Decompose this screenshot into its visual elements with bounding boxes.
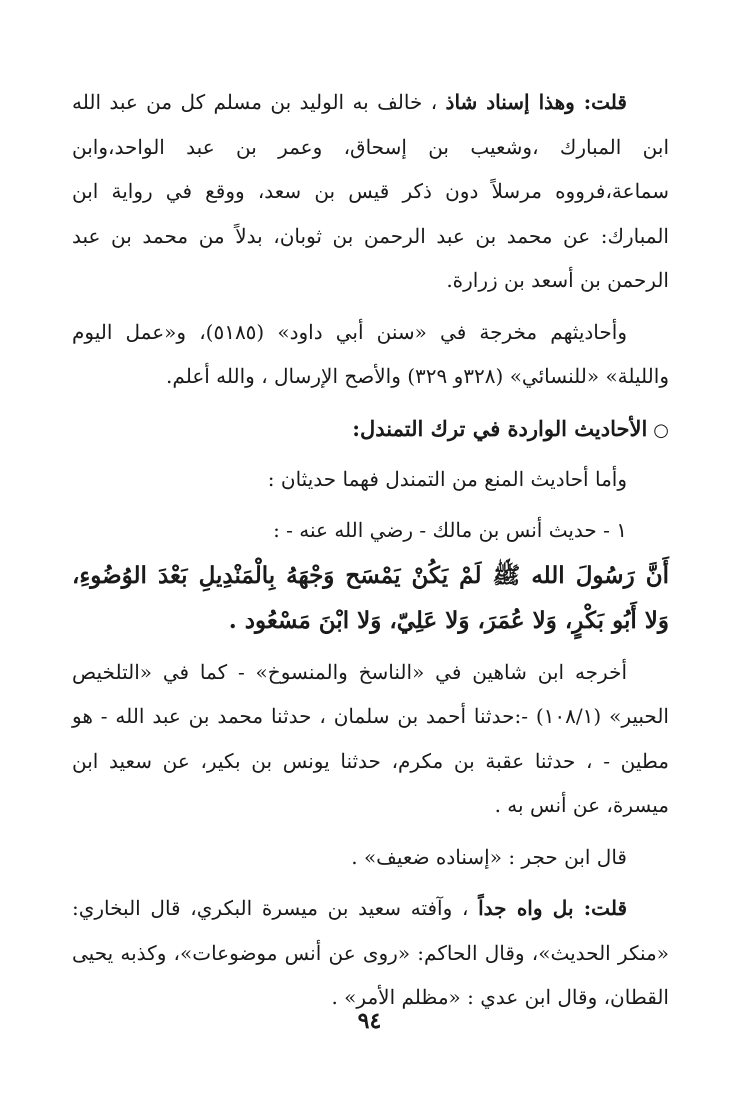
- page-number: ٩٤: [357, 1008, 382, 1034]
- paragraph-6: قال ابن حجر : «إسناده ضعيف» .: [351, 844, 627, 869]
- paragraph-1-lead: قلت: وهذا إسناد شاذ: [445, 90, 627, 114]
- paragraph-1: [72, 80, 669, 303]
- paragraph-4: ١ - حديث أنس بن مالك - رضي الله عنه - :: [273, 518, 627, 542]
- paragraph-7-body: ، وآفته سعيد بن ميسرة البكري، قال البخاري: «منكر الحديث»، وقال الحاكم: «روى عن أنس موضوعات»، وكذبه يحيى القطان، وقال ابن عدي : «مظلم الأمر» .: [72, 896, 669, 1009]
- paragraph-2: وأحاديثهم مخرجة في «سنن أبي داود» (٥١٨٥)، و«عمل اليوم والليلة» «للنسائي» (٣٢٨و ٣٢٩) والأصح الإرسال ، والله أعلم.: [72, 319, 669, 388]
- paragraph-3: وأما أحاديث المنع من التمندل فهما حديثان :: [267, 466, 627, 491]
- paragraph-7: [72, 886, 669, 1020]
- heading-text: الأحاديث الواردة في ترك التمندل:: [352, 415, 648, 441]
- hadith-text: أَنَّ رَسُولَ الله ﷺ لَمْ يَكُنْ يَمْسَح وَجْهَهُ بِالْمَنْدِيلِ بَعْدَ الوُضُوءِ، وَلا أَبُو بَكْرٍ، وَلا عُمَرَ، وَلا عَلِيّ، وَلا ابْنَ مَسْعُود .: [72, 561, 669, 634]
- section-heading: [72, 407, 669, 453]
- paragraph-7-lead: قلت: بل واه جداً: [478, 896, 628, 920]
- heading-circle-icon: ○: [653, 419, 669, 441]
- paragraph-5: أخرجه ابن شاهين في «الناسخ والمنسوخ» - كما في «التلخيص الحبير» (١٠٨/١) -:حدثنا أحمد بن سلمان ، حدثنا محمد بن عبد الله - هو مطين - ، حدثنا عقبة بن مكرم، حدثنا يونس بن بكير، عن سعيد ابن ميسرة، عن أنس به .: [72, 659, 669, 817]
- paragraph-1-body: ، خالف به الوليد بن مسلم كل من عبد الله ابن المبارك ،وشعيب بن إسحاق، وعمر بن عبد الواحد،وابن سماعة،فرووه مرسلاً دون ذكر قيس بن سعد، ووقع في رواية ابن المبارك: عن محمد بن عبد الرحمن بن ثوبان، بدلاً من محمد بن عبد الرحمن بن أسعد بن زرارة.: [72, 90, 669, 292]
